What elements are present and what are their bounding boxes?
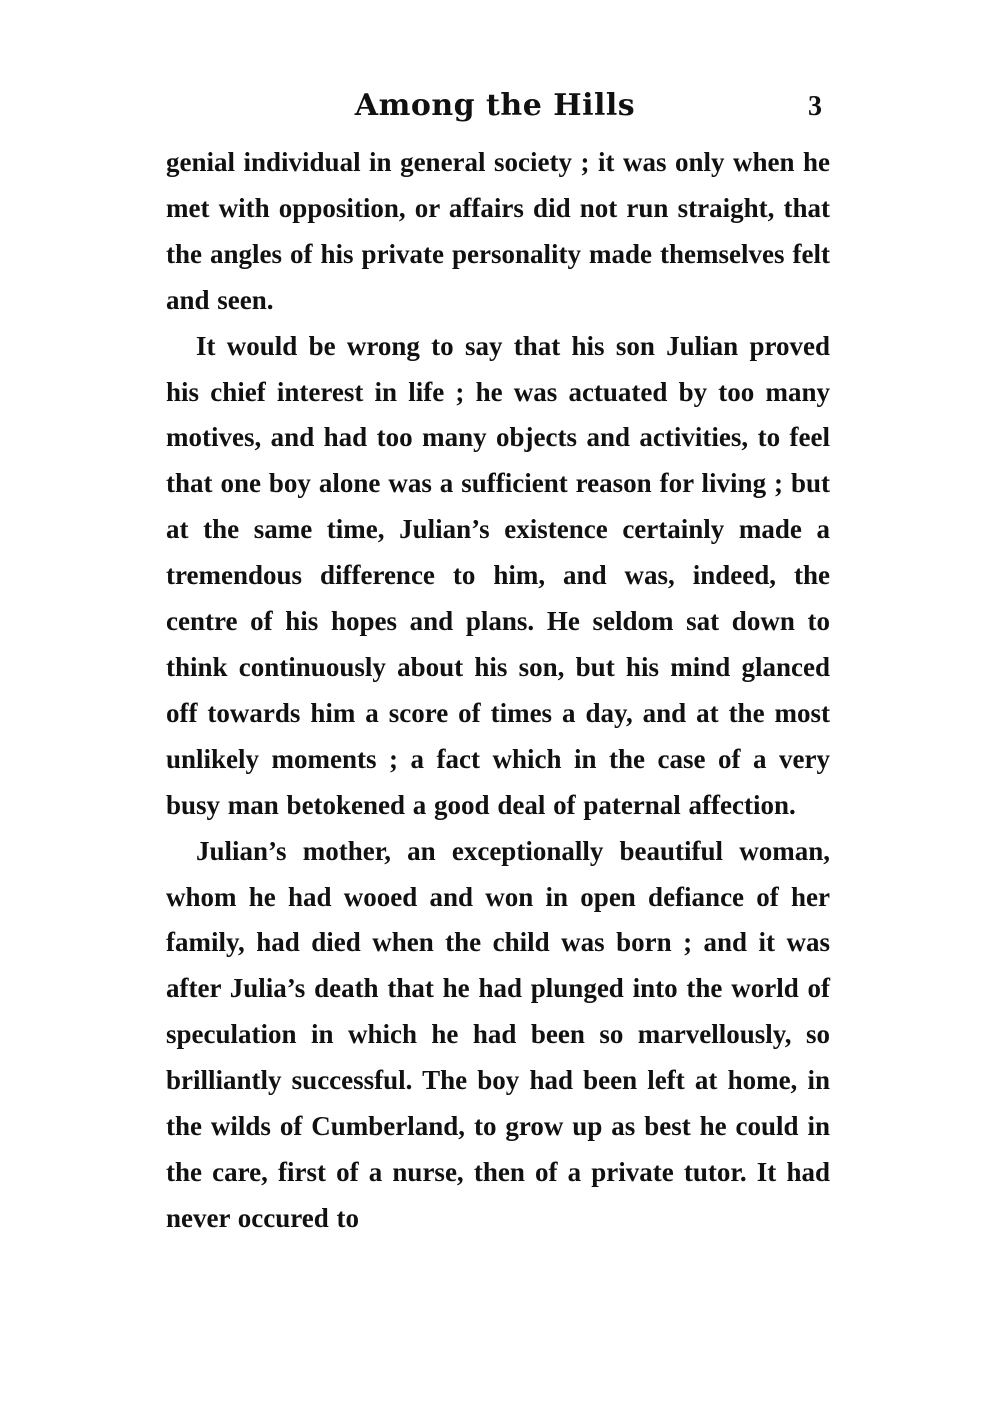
paragraph-continued: genial individual in general society ; it was only when he met with opposition, or affairs did not run straight, that the angles of his private personality made themselves felt and seen. — [166, 147, 830, 315]
running-head — [0, 82, 1000, 132]
paragraph: Julian’s mother, an exceptionally beautiful woman, whom he had wooed and won in open defiance of her family, had died when the child was born ; and it was after Julia’s death that he had plunged into the world of speculation in which he had been so marvellously, so brilliantly successful. The boy had been left at home, in the wilds of Cumberland, to grow up as best he could in the care, first of a nurse, then of a private tutor. It had never occured to — [166, 835, 830, 1233]
page-number: 3 — [808, 91, 822, 122]
paragraph: It would be wrong to say that his son Julian proved his chief interest in life ; he was actuated by too many motives, and had too many objects and activities, to feel that one boy alone was a sufficient reason for living ; but at the same time, Julian’s existence certainly made a tremendous difference to him, and was, indeed, the centre of his hopes and plans. He seldom sat down to think continuously about his son, but his mind glanced off towards him a score of times a day, and at the most unlikely moments ; a fact which in the case of a very busy man betokened a good deal of paternal affection. — [166, 330, 830, 820]
body-text — [166, 140, 830, 1242]
running-title: Among the Hills — [354, 88, 636, 123]
